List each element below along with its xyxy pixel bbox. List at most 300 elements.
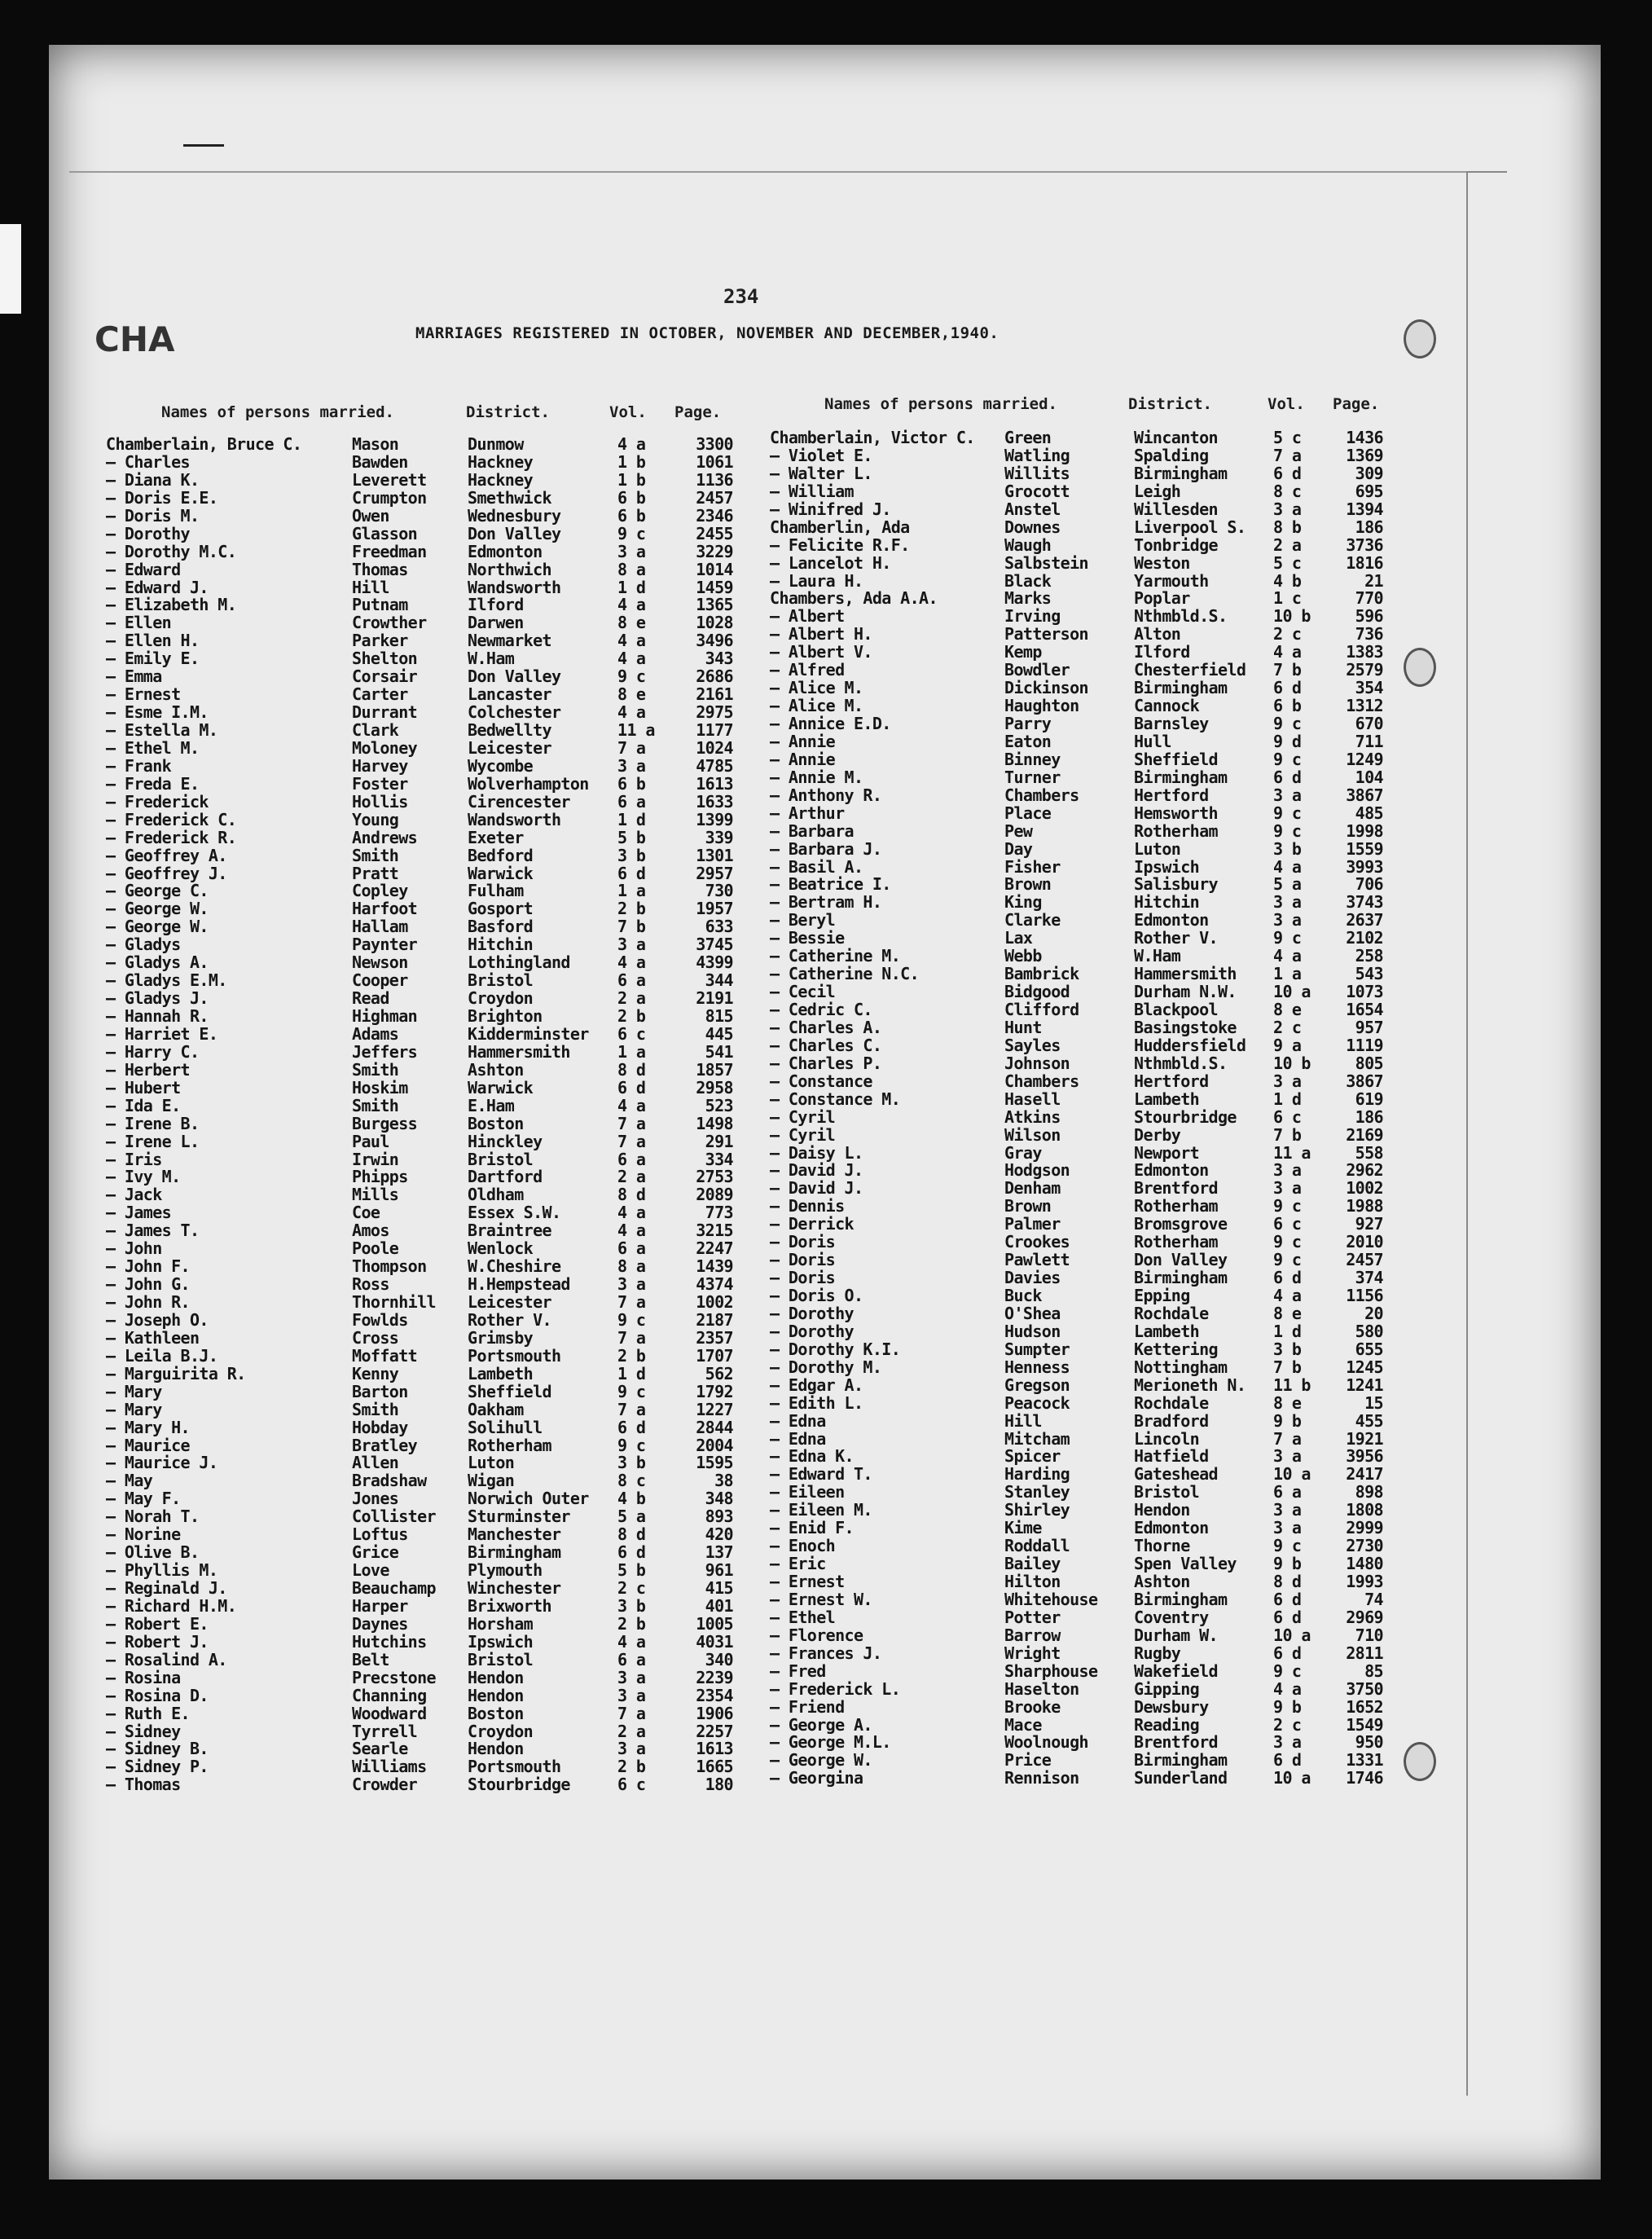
entry-vol: 6 d: [617, 1542, 646, 1563]
entry-name: — Derrick: [770, 1214, 854, 1234]
entry-district: Gosport: [468, 899, 534, 919]
entry-page: 2455: [696, 523, 733, 543]
entry-name: — Irene L.: [106, 1131, 200, 1151]
entry-vol: 6 a: [617, 1149, 646, 1169]
register-entry: [0, 1484, 1652, 1502]
entry-district: Kidderminster: [468, 1023, 589, 1044]
entry-name: — Bessie: [770, 928, 845, 948]
entry-name: — Laura H.: [770, 570, 863, 591]
entry-vol: 6 a: [1273, 1482, 1302, 1502]
entry-district: Weston: [1134, 552, 1190, 573]
entry-district: Brentford: [1134, 1732, 1218, 1753]
entry-vol: 9 c: [1273, 1232, 1302, 1252]
entry-name: — Eileen M.: [770, 1500, 872, 1520]
entry-name: — Ethel: [770, 1607, 836, 1627]
entry-name: — Charles C.: [770, 1035, 882, 1055]
entry-district: Epping: [1134, 1286, 1190, 1305]
entry-spouse: Paul: [352, 1131, 389, 1151]
entry-vol: 2 b: [617, 1345, 646, 1366]
entry-vol: 7 a: [617, 1113, 646, 1133]
entry-page: 1439: [696, 1256, 733, 1277]
entry-page: 1177: [696, 720, 733, 740]
entry-district: Ipswich: [1134, 856, 1200, 877]
entry-vol: 4 a: [617, 631, 646, 651]
entry-vol: 3 b: [617, 1595, 646, 1616]
entry-district: Chesterfield: [1134, 660, 1246, 680]
entry-vol: 9 c: [1273, 1661, 1302, 1681]
entry-vol: 6 d: [1273, 1589, 1302, 1609]
entry-spouse: Hutchins: [352, 1631, 427, 1652]
entry-district: Edmonton: [1134, 910, 1209, 930]
entry-district: Rother V.: [1134, 928, 1218, 948]
register-entry: [0, 820, 1652, 841]
entry-district: Birmingham: [1134, 1750, 1228, 1771]
entry-spouse: Willits: [1004, 463, 1070, 483]
entry-spouse: Salbstein: [1004, 552, 1088, 573]
entry-vol: 4 a: [617, 434, 646, 454]
entry-page: 3743: [1346, 892, 1383, 913]
entry-name: — Barbara: [770, 820, 854, 841]
entry-page: 596: [1355, 606, 1383, 627]
entry-spouse: Crowder: [352, 1775, 418, 1795]
entry-name: — Ellen H.: [106, 631, 200, 651]
entry-page: 2169: [1346, 1124, 1383, 1145]
entry-vol: 3 b: [1273, 1339, 1302, 1359]
entry-spouse: Copley: [352, 881, 408, 901]
register-entry: [0, 1124, 1652, 1145]
entry-spouse: Pew: [1004, 820, 1033, 841]
entry-vol: 7 a: [1273, 445, 1302, 465]
entry-name: — George W.: [106, 899, 209, 919]
entry-name: — George A.: [770, 1714, 872, 1735]
entry-spouse: Chambers: [1004, 1071, 1079, 1091]
entry-district: Luton: [1134, 838, 1181, 859]
entry-district: Wandsworth: [468, 577, 561, 597]
right-entry-list: [0, 429, 1652, 1788]
entry-spouse: Phipps: [352, 1167, 408, 1187]
entry-vol: 8 e: [1273, 1303, 1302, 1323]
entry-page: 957: [1355, 1017, 1383, 1037]
entry-district: Winchester: [468, 1578, 561, 1598]
entry-district: Birmingham: [1134, 678, 1228, 698]
entry-spouse: Wright: [1004, 1643, 1061, 1663]
entry-name: — Walter L.: [770, 463, 872, 483]
entry-district: Manchester: [468, 1524, 561, 1545]
entry-page: 2730: [1346, 1536, 1383, 1556]
entry-vol: 2 c: [1273, 1714, 1302, 1735]
entry-page: 2010: [1346, 1232, 1383, 1252]
entry-spouse: Atkins: [1004, 1106, 1061, 1127]
entry-spouse: Hudson: [1004, 1321, 1061, 1341]
header-vol: Vol.: [609, 403, 647, 421]
entry-name: — George M.L.: [770, 1732, 891, 1753]
entry-name: — Mary H.: [106, 1417, 190, 1437]
frame-line-top: [69, 171, 1503, 173]
entry-page: 339: [705, 827, 733, 847]
entry-name: — John R.: [106, 1292, 190, 1312]
entry-district: Hemsworth: [1134, 803, 1218, 823]
entry-spouse: Burgess: [352, 1113, 418, 1133]
entry-district: Birmingham: [468, 1542, 561, 1563]
header-vol: Vol.: [1268, 395, 1305, 413]
entry-page: 340: [705, 1649, 733, 1669]
register-entry: [0, 805, 1652, 823]
entry-vol: 11 a: [617, 720, 655, 740]
entry-spouse: Jeffers: [352, 1041, 418, 1062]
entry-district: Ilford: [468, 595, 524, 615]
entry-page: 343: [705, 649, 733, 669]
entry-name: — Gladys A.: [106, 952, 209, 973]
entry-vol: 5 c: [1273, 428, 1302, 447]
margin-mark: [183, 144, 224, 147]
entry-page: 1014: [696, 559, 733, 579]
entry-spouse: Sayles: [1004, 1035, 1061, 1055]
entry-district: Darwen: [468, 613, 524, 633]
entry-district: Birmingham: [1134, 1268, 1228, 1288]
entry-spouse: Parry: [1004, 714, 1052, 733]
entry-district: Spalding: [1134, 445, 1209, 465]
entry-name: — Constance M.: [770, 1089, 901, 1109]
entry-page: 104: [1355, 767, 1383, 787]
entry-district: Barnsley: [1134, 714, 1209, 733]
register-entry: [0, 1055, 1652, 1073]
entry-page: 4785: [696, 755, 733, 776]
entry-vol: 8 a: [617, 559, 646, 579]
entry-district: Rother V.: [468, 1309, 551, 1330]
entry-vol: 6 d: [1273, 678, 1302, 698]
entry-name: — Sidney B.: [106, 1739, 209, 1759]
entry-page: 455: [1355, 1410, 1383, 1431]
entry-vol: 11 a: [1273, 1142, 1311, 1163]
entry-spouse: Haughton: [1004, 696, 1079, 716]
entry-district: Nthmbld.S.: [1134, 606, 1228, 627]
entry-district: Leigh: [1134, 481, 1181, 501]
entry-name: — Arthur: [770, 803, 845, 823]
entry-vol: 6 a: [617, 1649, 646, 1669]
register-entry: [0, 465, 1652, 483]
register-entry: [0, 429, 1652, 447]
register-entry: [0, 1162, 1652, 1180]
entry-vol: 4 a: [617, 1221, 646, 1241]
entry-vol: 4 a: [617, 1095, 646, 1115]
entry-vol: 7 a: [617, 1327, 646, 1348]
entry-name: — Rosina: [106, 1667, 181, 1687]
register-entry: [0, 948, 1652, 966]
entry-vol: 2 c: [1273, 624, 1302, 644]
entry-vol: 1 d: [617, 577, 646, 597]
entry-name: — Alice M.: [770, 678, 863, 698]
entry-spouse: Love: [352, 1560, 389, 1581]
entry-vol: 1 a: [617, 881, 646, 901]
entry-district: Hatfield: [1134, 1446, 1209, 1467]
entry-district: Lothingland: [468, 952, 570, 973]
register-entry: [0, 1198, 1652, 1216]
entry-district: Thorne: [1134, 1536, 1190, 1556]
entry-spouse: Potter: [1004, 1607, 1061, 1627]
entry-vol: 5 b: [617, 827, 646, 847]
entry-spouse: Bambrick: [1004, 964, 1079, 984]
entry-vol: 7 b: [1273, 660, 1302, 680]
entry-page: 2257: [696, 1721, 733, 1741]
entry-page: 1480: [1346, 1554, 1383, 1574]
entry-district: Ashton: [1134, 1572, 1190, 1591]
entry-spouse: Brooke: [1004, 1696, 1061, 1717]
entry-page: 1746: [1346, 1768, 1383, 1788]
entry-spouse: Hollis: [352, 791, 408, 812]
entry-name: — Dorothy: [770, 1303, 854, 1323]
register-entry: [0, 1734, 1652, 1752]
entry-vol: 3 b: [617, 1453, 646, 1473]
entry-page: 344: [705, 970, 733, 991]
entry-spouse: Dickinson: [1004, 678, 1088, 698]
entry-district: Oakham: [468, 1399, 524, 1419]
entry-name: — Edna: [770, 1428, 826, 1449]
entry-district: Willesden: [1134, 499, 1218, 519]
entry-name: — Diana K.: [106, 469, 200, 490]
register-entry: [0, 751, 1652, 769]
entry-name: — Sidney P.: [106, 1757, 209, 1777]
entry-name: — Charles P.: [770, 1053, 882, 1073]
entry-spouse: Clarke: [1004, 910, 1061, 930]
entry-district: Rugby: [1134, 1643, 1181, 1663]
entry-name: — Barbara J.: [770, 838, 882, 859]
entry-spouse: Hunt: [1004, 1017, 1042, 1037]
register-entry: [0, 1410, 1652, 1431]
entry-district: Don Valley: [468, 523, 561, 543]
entry-vol: 6 d: [617, 863, 646, 883]
entry-page: 1792: [696, 1381, 733, 1401]
entry-district: Basford: [468, 917, 534, 937]
entry-district: Bromsgrove: [1134, 1214, 1228, 1234]
register-entry: [0, 1678, 1652, 1699]
entry-spouse: Ross: [352, 1274, 389, 1295]
register-entry: [0, 1269, 1652, 1287]
entry-vol: 3 a: [617, 1685, 646, 1705]
entry-vol: 7 b: [1273, 1124, 1302, 1145]
entry-page: 1024: [696, 737, 733, 758]
register-entry: [0, 894, 1652, 912]
entry-page: 893: [705, 1507, 733, 1527]
entry-district: Lambeth: [1134, 1089, 1200, 1109]
entry-spouse: Mitcham: [1004, 1428, 1070, 1449]
entry-page: 2753: [696, 1167, 733, 1187]
register-entry: [0, 838, 1652, 859]
entry-name: — Ernest: [770, 1572, 845, 1591]
entry-page: 38: [714, 1471, 733, 1491]
entry-spouse: Irving: [1004, 606, 1061, 627]
entry-name: — Reginald J.: [106, 1578, 227, 1598]
entry-district: Rotherham: [1134, 1232, 1218, 1252]
entry-page: 1249: [1346, 749, 1383, 769]
entry-page: 655: [1355, 1339, 1383, 1359]
register-entry: [0, 876, 1652, 894]
entry-district: Braintree: [468, 1221, 551, 1241]
entry-spouse: Moffatt: [352, 1345, 418, 1366]
entry-name: — Frederick R.: [106, 827, 237, 847]
entry-page: 541: [705, 1041, 733, 1062]
entry-spouse: Durrant: [352, 702, 418, 723]
entry-name: — Edgar A.: [770, 1375, 863, 1395]
entry-name: — Dorothy M.C.: [106, 541, 237, 561]
entry-spouse: Woodward: [352, 1703, 427, 1723]
entry-district: Alton: [1134, 624, 1181, 644]
entry-spouse: Buck: [1004, 1286, 1042, 1305]
entry-district: Sturminster: [468, 1507, 570, 1527]
entry-spouse: Henness: [1004, 1357, 1070, 1377]
entry-vol: 9 a: [1273, 1035, 1302, 1055]
entry-spouse: Hill: [352, 577, 389, 597]
entry-spouse: Roddall: [1004, 1536, 1070, 1556]
entry-district: Wandsworth: [468, 809, 561, 829]
entry-district: Bedford: [468, 845, 534, 865]
entry-page: 1993: [1346, 1572, 1383, 1591]
entry-spouse: Putnam: [352, 595, 408, 615]
entry-name: — Joseph O.: [106, 1309, 209, 1330]
entry-district: Hackney: [468, 469, 534, 490]
entry-name: — Mary: [106, 1381, 162, 1401]
entry-spouse: Bowdler: [1004, 660, 1070, 680]
entry-page: 2958: [696, 1077, 733, 1098]
entry-name: — Ethel M.: [106, 737, 200, 758]
register-entry: [0, 1234, 1652, 1251]
entry-page: 2962: [1346, 1160, 1383, 1181]
entry-spouse: Owen: [352, 505, 389, 526]
entry-name: — George W.: [106, 917, 209, 937]
register-entry: [0, 570, 1652, 591]
entry-name: — Ida E.: [106, 1095, 181, 1115]
entry-name: — Ernest W.: [770, 1589, 872, 1609]
entry-name: — Florence: [770, 1625, 863, 1645]
entry-district: Blackpool: [1134, 1000, 1218, 1019]
entry-vol: 2 b: [617, 1613, 646, 1634]
entry-page: 74: [1364, 1589, 1383, 1609]
entry-spouse: Price: [1004, 1750, 1052, 1771]
register-entry: [0, 1752, 1652, 1770]
entry-spouse: Highman: [352, 1006, 418, 1026]
entry-vol: 4 a: [1273, 642, 1302, 662]
entry-page: 1245: [1346, 1357, 1383, 1377]
entry-vol: 3 a: [1273, 499, 1302, 519]
register-entry: [0, 1466, 1652, 1484]
entry-vol: 6 c: [617, 1023, 646, 1044]
entry-page: 619: [1355, 1089, 1383, 1109]
entry-name: — Gladys J.: [106, 988, 209, 1009]
entry-vol: 7 a: [617, 1292, 646, 1312]
entry-spouse: Leverett: [352, 469, 427, 490]
entry-spouse: Hill: [1004, 1410, 1042, 1431]
entry-vol: 4 a: [1273, 1286, 1302, 1305]
entry-district: Dartford: [468, 1167, 543, 1187]
entry-spouse: Binney: [1004, 749, 1061, 769]
entry-name: — Norah T.: [106, 1507, 200, 1527]
entry-district: Rochdale: [1134, 1392, 1209, 1413]
entry-name: — Olive B.: [106, 1542, 200, 1563]
entry-spouse: Sharphouse: [1004, 1661, 1098, 1681]
entry-district: Essex S.W.: [468, 1203, 561, 1223]
entry-district: Bedwellty: [468, 720, 551, 740]
entry-spouse: Moloney: [352, 737, 418, 758]
entry-vol: 9 b: [1273, 1554, 1302, 1574]
entry-page: 3993: [1346, 856, 1383, 877]
entry-spouse: Denham: [1004, 1178, 1061, 1199]
entry-district: Bradford: [1134, 1410, 1209, 1431]
entry-name: — Maurice J.: [106, 1453, 218, 1473]
entry-spouse: Downes: [1004, 517, 1061, 537]
entry-vol: 6 a: [617, 791, 646, 812]
entry-spouse: Precstone: [352, 1667, 436, 1687]
entry-name: — Edna: [770, 1410, 826, 1431]
entry-vol: 9 c: [617, 1381, 646, 1401]
entry-district: Brighton: [468, 1006, 543, 1026]
entry-spouse: Clifford: [1004, 1000, 1079, 1019]
entry-vol: 2 a: [617, 1721, 646, 1741]
register-entry: [0, 1609, 1652, 1627]
register-entry: [0, 501, 1652, 519]
register-entry: [0, 1714, 1652, 1735]
register-entry: [0, 1377, 1652, 1395]
entry-name: — Catherine M.: [770, 946, 901, 966]
entry-vol: 9 c: [617, 666, 646, 687]
entry-vol: 5 b: [617, 1560, 646, 1581]
entry-page: 3867: [1346, 1071, 1383, 1091]
entry-vol: 2 a: [617, 1167, 646, 1187]
entry-name: — Daisy L.: [770, 1142, 863, 1163]
entry-page: 1005: [696, 1613, 733, 1634]
entry-name: — Emily E.: [106, 649, 200, 669]
entry-district: Wincanton: [1134, 428, 1218, 447]
entry-spouse: Crowther: [352, 613, 427, 633]
entry-name: — Friend: [770, 1696, 845, 1717]
entry-name: — Felicite R.F.: [770, 534, 910, 555]
register-entry: [0, 912, 1652, 930]
entry-district: Merioneth N.: [1134, 1375, 1246, 1395]
entry-vol: 5 a: [617, 1507, 646, 1527]
entry-vol: 2 c: [617, 1578, 646, 1598]
entry-spouse: Williams: [352, 1757, 427, 1777]
entry-vol: 9 b: [1273, 1410, 1302, 1431]
entry-page: 805: [1355, 1053, 1383, 1073]
entry-vol: 6 d: [1273, 1607, 1302, 1627]
register-entry: [0, 662, 1652, 680]
entry-district: Hitchin: [1134, 892, 1200, 913]
entry-spouse: Glasson: [352, 523, 418, 543]
entry-district: Rotherham: [1134, 1196, 1218, 1216]
entry-page: 1498: [696, 1113, 733, 1133]
entry-name: — Doris: [770, 1268, 836, 1288]
entry-spouse: Webb: [1004, 946, 1042, 966]
entry-vol: 3 a: [617, 1667, 646, 1687]
entry-name: — Doris O.: [770, 1286, 863, 1305]
entry-name: — Cecil: [770, 982, 836, 1002]
entry-district: Salisbury: [1134, 874, 1218, 895]
register-entry: [0, 1448, 1652, 1466]
entry-spouse: Barrow: [1004, 1625, 1061, 1645]
entry-page: 1383: [1346, 642, 1383, 662]
entry-page: 1957: [696, 899, 733, 919]
entry-district: Cannock: [1134, 696, 1200, 716]
entry-vol: 9 c: [617, 1435, 646, 1455]
entry-name: — Geoffrey J.: [106, 863, 227, 883]
entry-page: 137: [705, 1542, 733, 1563]
entry-page: 374: [1355, 1268, 1383, 1288]
register-entry: [0, 1251, 1652, 1269]
register-entry: [0, 856, 1652, 877]
entry-name: — Albert: [770, 606, 845, 627]
entry-page: 1028: [696, 613, 733, 633]
entry-district: Hertford: [1134, 785, 1209, 805]
entry-page: 4031: [696, 1631, 733, 1652]
entry-page: 1002: [696, 1292, 733, 1312]
